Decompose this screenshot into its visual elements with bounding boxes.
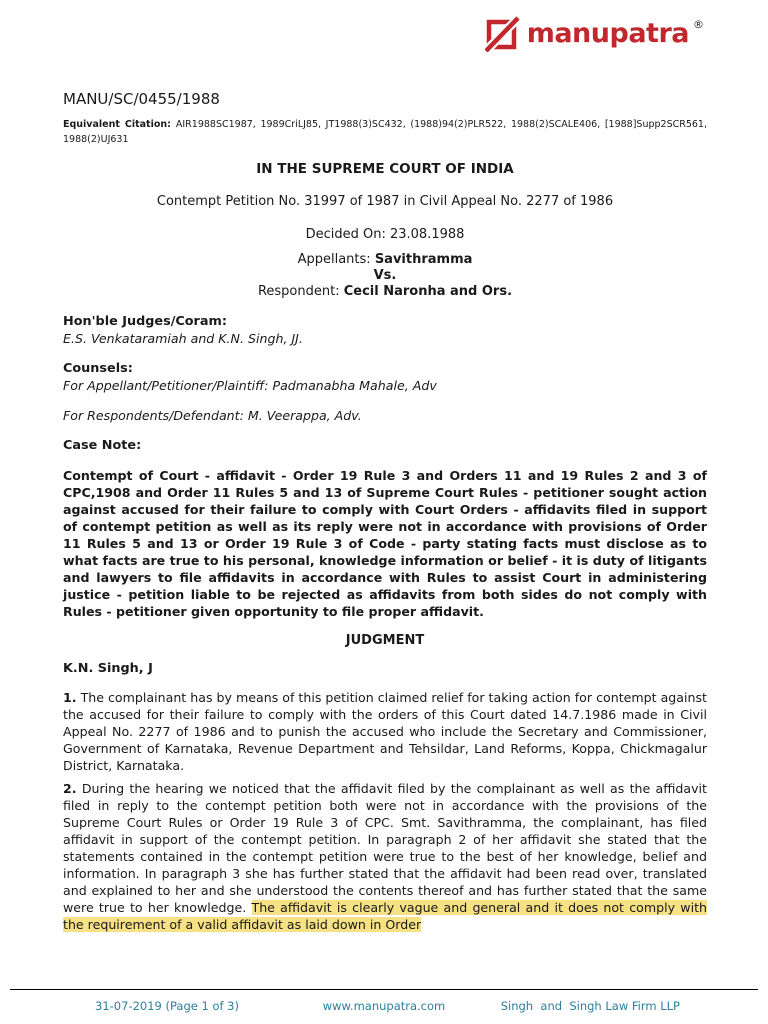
judgment-heading: JUDGMENT [345,633,425,648]
counsels-block [63,360,707,394]
paragraph-1-number: 1. [63,690,77,705]
case-note-heading: Case Note: [63,438,142,453]
case-note-section [63,437,707,620]
footer-row [10,990,758,1014]
versus-line: Vs. [373,268,397,283]
highlighted-sentence: The affidavit is clearly vague and general and it does not comply with the requirement of a valid affidavit as laid down in Order [63,900,707,932]
counsel-appellant-line: For Appellant/Petitioner/Plaintiff: Padmanabha Mahale, Adv [63,378,437,393]
decided-on-line: Decided On: 23.08.1988 [305,227,465,242]
judgment-paragraph-1 [63,689,707,774]
coram-heading: Hon'ble Judges/Coram: [63,314,227,329]
counsels-heading: Counsels: [63,361,133,376]
coram-judges: E.S. Venkataramiah and K.N. Singh, JJ. [63,331,303,346]
equivalent-citation-line [63,117,707,147]
paragraph-1-text: The complainant has by means of this petition claimed relief for taking action for contempt against the accused for their failure to comply with the orders of this Court dated 14.7.1986 made in Civil Appeal No. 2277 of 1986 and to punish the accused who include the Secretary and Commissioner, Government of Karnataka, Revenue Department and Tehsildar, Land Reforms, Koppa, Chickmagalur District, Karnataka. [63,690,707,773]
equivalent-citation-values: AIR1988SC1987, 1989CriLJ85, JT1988(3)SC432, (1988)94(2)PLR522, 1988(2)SCALE406, [1988]Supp2SCR561, 1988(2)UJ631 [63,119,707,145]
court-name-heading: IN THE SUPREME COURT OF INDIA [256,161,514,177]
petition-number-line: Contempt Petition No. 31997 of 1987 in Civil Appeal No. 2277 of 1986 [156,194,614,209]
respondent-label: Respondent: [257,284,344,299]
parties-block [63,252,707,300]
judgment-paragraph-2 [63,780,707,933]
appellants-label: Appellants: [297,252,375,267]
counsel-respondent-line: For Respondents/Defendant: M. Veerappa, Adv. [63,408,362,423]
manupatra-logo-icon [485,16,523,52]
case-note-text: Contempt of Court - affidavit - Order 19 Rule 3 and Orders 11 and 19 Rules 2 and 3 of CPC,1908 and Order 11 Rules 5 and 13 of Supreme Court Rules - petitioner sought action against accused for their failure to comply with Court Orders - affidavits filed in support of contempt petition as well as its reply were not in accordance with provisions of Order 11 Rules 5 and 13 or Order 19 Rule 3 of Code - party stating facts must disclose as to what facts are true to his personal, knowledge information or belief - it is duty of litigants and lawyers to file affidavits in accordance with Rules to assist Court in administering justice - petition liable to be rejected as affidavits from both sides do not comply with Rules - petitioner given opportunity to file proper affidavit. [63,468,707,619]
footer-website-link[interactable]: www.manupatra.com [322,999,446,1013]
paragraph-2-number: 2. [63,781,77,796]
respondent-name: Cecil Naronha and Ors. [343,284,513,299]
case-citation-number: MANU/SC/0455/1988 [63,90,220,108]
manupatra-logo [485,16,704,52]
manupatra-logo-text: manupatra [526,18,689,49]
appellants-line [63,252,707,268]
judgment-author: K.N. Singh, J [63,661,153,676]
registered-trademark-symbol: ® [693,17,704,31]
footer-date-page: 31-07-2019 (Page 1 of 3) [95,999,239,1013]
equivalent-citation-label: Equivalent Citation: [63,119,176,130]
coram-block [63,313,707,347]
page-footer [10,989,758,1014]
paragraph-2-text: During the hearing we noticed that the affidavit filed by the complainant as well as the affidavit filed in reply to the contempt petition both were not in accordance with the provisions of the Supreme Court Rules or Order 19 Rule 3 of CPC. Smt. Savithramma, the complainant, has filed affidavit in support of the contempt petition. In paragraph 2 of her affidavit she stated that the statements contained in the contempt petition were true to the best of her knowledge, belief and information. In paragraph 3 she has further stated that the affidavit had been read over, translated and explained to her and she understood the contents thereof and has further stated that the same were true to her knowledge. [63,781,707,915]
respondent-line [63,284,707,300]
appellants-name: Savithramma [374,252,473,267]
footer-law-firm: Singh and Singh Law Firm LLP [500,999,680,1013]
